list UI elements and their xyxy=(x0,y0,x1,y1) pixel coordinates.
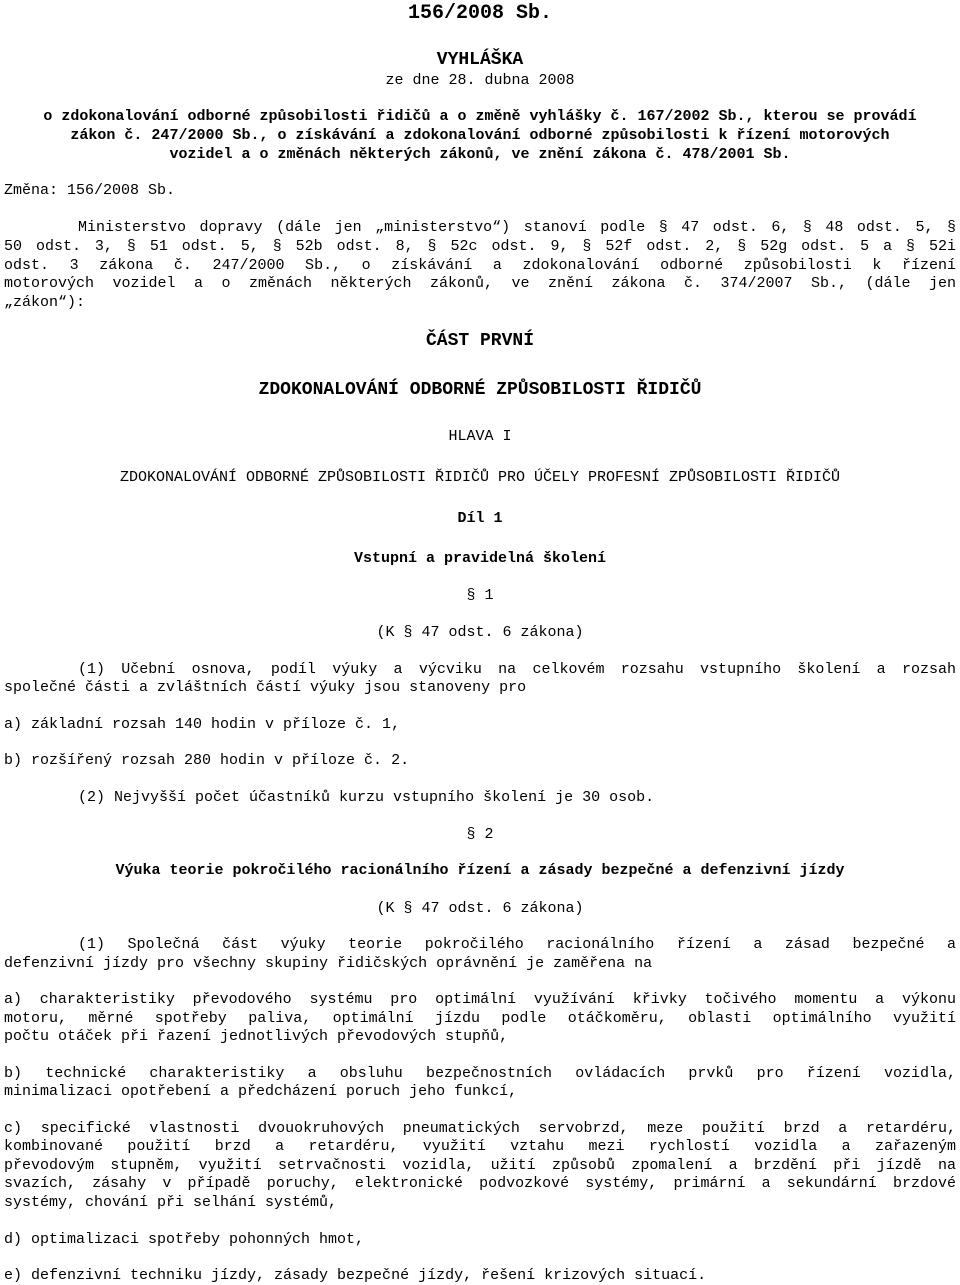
doc-type: VYHLÁŠKA xyxy=(436,50,524,70)
division-heading: Vstupní a pravidelná školení xyxy=(353,550,607,567)
section-reference: (K § 47 odst. 6 zákona) xyxy=(376,624,584,641)
preamble-line: 50 odst. 3, § 51 odst. 5, § 52b odst. 8, § 52c odst. 9, § 52f odst. 2, § 52g odst. 5 a § 52i xyxy=(4,238,956,255)
list-item-line: minimalizaci opotřebení a předcházení poruch jeho funkcí, xyxy=(4,1083,518,1100)
list-item: b) rozšířený rozsah 280 hodin v příloze č. 2. xyxy=(4,752,410,769)
date-line: ze dne 28. dubna 2008 xyxy=(385,72,575,89)
list-item-line: svazích, zásahy v případě poruchy, elektronické podvozkové systémy, primární a sekundární brzdové xyxy=(4,1175,956,1192)
change-note: Změna: 156/2008 Sb. xyxy=(4,182,176,199)
section-number: § 1 xyxy=(466,587,494,604)
paragraph-line: společné části a zvláštních částí výuky jsou stanoveny pro xyxy=(4,679,527,696)
paragraph-line: (1) Učební osnova, podíl výuky a výcviku na celkovém rozsahu vstupního školení a rozsah xyxy=(78,661,956,678)
list-item-line: b) technické charakteristiky a obsluhu bezpečnostních ovládacích prvků pro řízení vozidla, xyxy=(4,1065,956,1082)
list-item-line: a) charakteristiky převodového systému pro optimální využívání křivky točivého momentu a výkonu xyxy=(4,991,956,1008)
list-item-line: motoru, měrné spotřeby paliva, optimální jízdu podle otáčkoměru, oblasti optimálního využití xyxy=(4,1010,956,1027)
chapter-heading: ZDOKONALOVÁNÍ ODBORNÉ ZPŮSOBILOSTI ŘIDIČŮ PRO ÚČELY PROFESNÍ ZPŮSOBILOSTI ŘIDIČŮ xyxy=(119,469,841,486)
doc-number: 156/2008 Sb. xyxy=(407,2,553,25)
list-item: d) optimalizaci spotřeby pohonných hmot, xyxy=(4,1231,365,1248)
list-item-line: počtu otáček při řazení jednotlivých převodových stupňů, xyxy=(4,1028,509,1045)
part-heading: ZDOKONALOVÁNÍ ODBORNÉ ZPŮSOBILOSTI ŘIDIČŮ xyxy=(258,380,702,400)
preamble-line: motorových vozidel a o změnách některých zákonů, ve znění zákona č. 374/2007 Sb., (dále jen xyxy=(4,275,956,292)
subtitle-line: vozidel a o změnách některých zákonů, ve znění zákona č. 478/2001 Sb. xyxy=(169,146,791,163)
division-title: Díl 1 xyxy=(457,510,503,527)
paragraph-line: defenzivní jízdy pro všechny skupiny řidičských oprávnění je zaměřena na xyxy=(4,955,653,972)
list-item: a) základní rozsah 140 hodin v příloze č. 1, xyxy=(4,716,401,733)
preamble-line: Ministerstvo dopravy (dále jen „ministerstvo“) stanoví podle § 47 odst. 6, § 48 odst. 5, § xyxy=(78,219,956,236)
list-item-line: c) specifické vlastnosti dvouokruhových pneumatických servobrzd, meze použití brzd a retardéru, xyxy=(4,1120,956,1137)
section-reference: (K § 47 odst. 6 zákona) xyxy=(376,900,584,917)
list-item-line: systémy, chování při selhání systémů, xyxy=(4,1194,338,1211)
paragraph-line: (2) Nejvyšší počet účastníků kurzu vstupního školení je 30 osob. xyxy=(78,789,655,806)
preamble-line: „zákon“): xyxy=(4,294,86,311)
chapter-title: HLAVA I xyxy=(448,428,512,445)
list-item-line: kombinované použití brzd a retardéru, využití vztahu mezi rychlostí vozidla a zařazeným xyxy=(4,1138,956,1155)
list-item-line: převodovým stupněm, využití setrvačnosti vozidla, užití způsobů zpomalení a brzdění při jízdě na xyxy=(4,1157,956,1174)
preamble-line: odst. 3 zákona č. 247/2000 Sb., o získávání a zdokonalování odborné způsobilosti k řízení xyxy=(4,257,956,274)
part-title: ČÁST PRVNÍ xyxy=(425,331,535,351)
section-number: § 2 xyxy=(466,826,494,843)
paragraph-line: (1) Společná část výuky teorie pokročilého racionálního řízení a zásad bezpečné a xyxy=(78,936,956,953)
subtitle-line: zákon č. 247/2000 Sb., o získávání a zdokonalování odborné způsobilosti k řízení motorových xyxy=(70,127,890,144)
list-item: e) defenzivní techniku jízdy, zásady bezpečné jízdy, řešení krizových situací. xyxy=(4,1267,707,1284)
subtitle-line: o zdokonalování odborné způsobilosti řidičů a o změně vyhlášky č. 167/2002 Sb., kterou se provádí xyxy=(43,108,917,125)
section-heading: Výuka teorie pokročilého racionálního řízení a zásady bezpečné a defenzivní jízdy xyxy=(115,862,845,879)
